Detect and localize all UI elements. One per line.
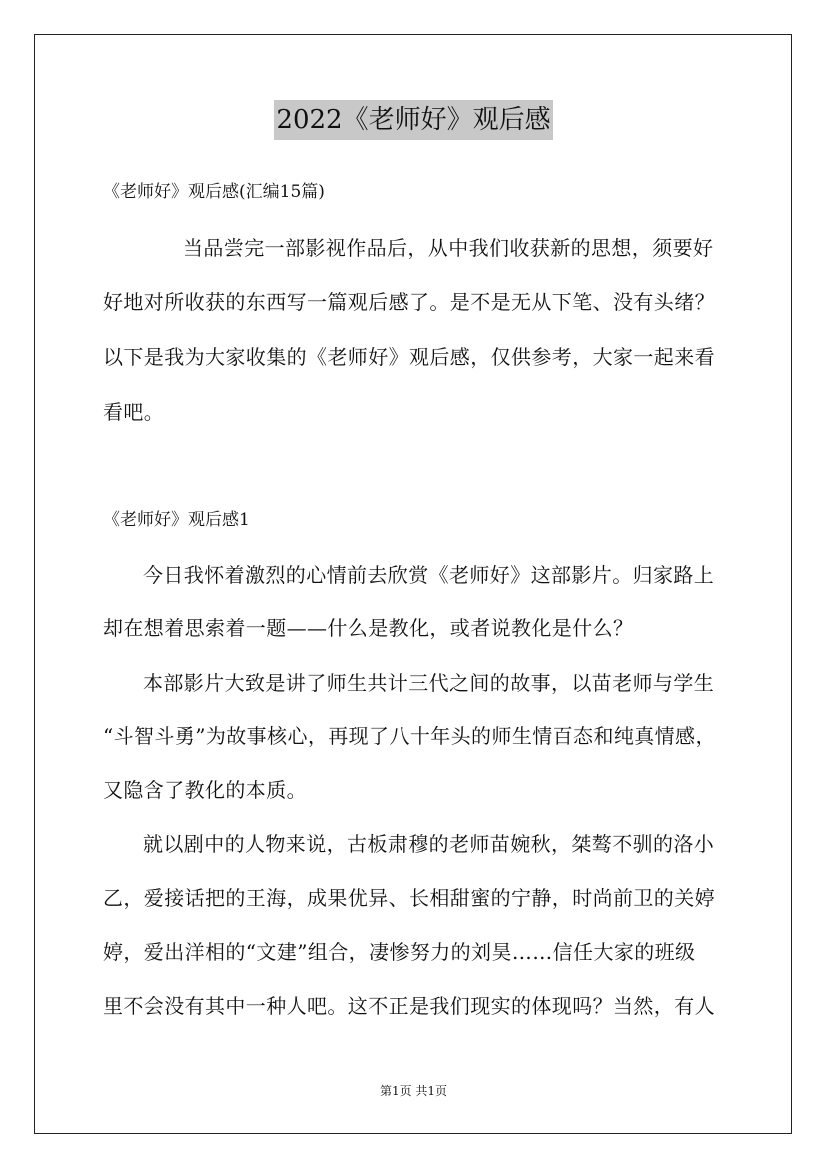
title-container bbox=[0, 100, 827, 140]
body-line: “斗智斗勇”为故事核心，再现了八十年头的师生情百态和纯真情感， bbox=[103, 724, 716, 748]
intro-line: 当品尝完一部影视作品后，从中我们收获新的思想，须要好 bbox=[183, 236, 714, 260]
intro-line: 以下是我为大家收集的《老师好》观后感，仅供参考，大家一起来看 bbox=[103, 345, 715, 369]
intro-line: 看吧。 bbox=[103, 400, 165, 424]
body-line: 婷，爱出洋相的“文建”组合，凄惨努力的刘昊……信任大家的班级 bbox=[103, 940, 696, 964]
page-footer: 第1页 共1页 bbox=[379, 1084, 448, 1098]
body-line: 今日我怀着激烈的心情前去欣赏《老师好》这部影片。归家路上 bbox=[143, 563, 715, 587]
document-title: 2022《老师好》观后感 bbox=[274, 100, 552, 140]
intro-line: 好地对所收获的东西写一篇观后感了。是不是无从下笔、没有头绪？ bbox=[103, 290, 715, 314]
body-line: 本部影片大致是讲了师生共计三代之间的故事，以苗老师与学生 bbox=[143, 671, 715, 695]
section-heading: 《老师好》观后感1 bbox=[103, 510, 250, 530]
document-subtitle: 《老师好》观后感(汇编15篇) bbox=[103, 182, 325, 202]
body-line: 乙，爱接话把的王海，成果优异、长相甜蜜的宁静，时尚前卫的关婷 bbox=[103, 886, 715, 910]
body-line: 就以剧中的人物来说，古板肃穆的老师苗婉秋，桀骜不驯的洛小 bbox=[143, 832, 715, 856]
body-line: 里不会没有其中一种人吧。这不正是我们现实的体现吗？当然，有人 bbox=[103, 994, 715, 1018]
body-line: 又隐含了教化的本质。 bbox=[103, 778, 307, 802]
body-line: 却在想着思索着一题——什么是教化，或者说教化是什么？ bbox=[103, 616, 634, 640]
